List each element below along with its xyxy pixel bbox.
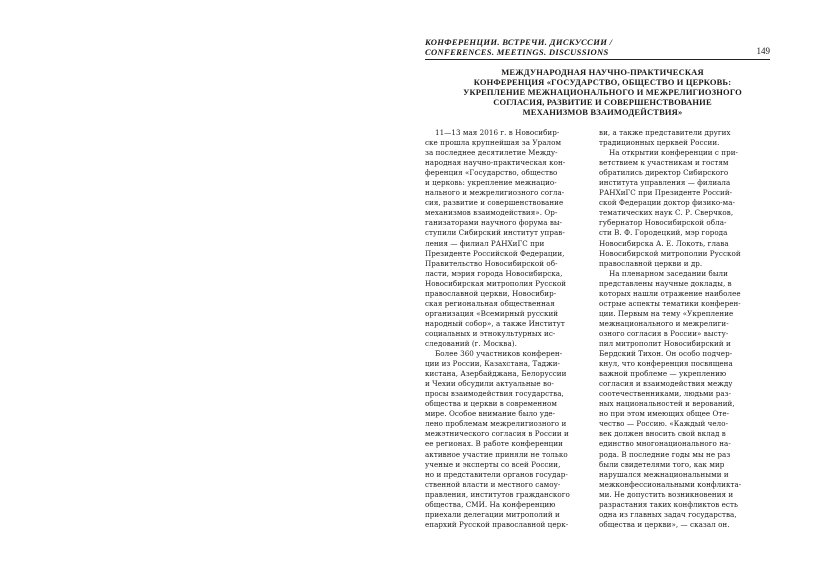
- title-line: МЕХАНИЗМОВ ВЗАИМОДЕЙСТВИЯ»: [522, 107, 683, 117]
- text-line: православной церкви, Новосибир-: [425, 288, 557, 298]
- title-line: МЕЖДУНАРОДНАЯ НАУЧНО-ПРАКТИЧЕСКАЯ: [501, 67, 704, 77]
- text-line: ственной власти и местного самоу-: [425, 479, 561, 489]
- text-line: традиционных церквей России.: [599, 138, 720, 148]
- title-line: СОГЛАСИЯ, РАЗВИТИЕ И СОВЕРШЕНСТВОВАНИЕ: [493, 97, 712, 107]
- text-line: обратились директор Сибирского: [599, 168, 729, 178]
- text-line: ске прошла крупнейшая за Уралом: [425, 138, 562, 148]
- text-line: На открытии конференции с при-: [609, 148, 739, 158]
- text-line: организация «Всемирный русский: [425, 308, 559, 318]
- text-line: которых нашли отражение наиболее: [599, 288, 741, 298]
- text-line: представлены научные доклады, в: [599, 278, 732, 288]
- text-line: тематических наук С. Р. Сверчков,: [599, 208, 734, 218]
- left-column: [425, 128, 591, 530]
- text-line: института управления — филиала: [599, 178, 731, 188]
- text-line: ления — филиал РАНХиГС при: [425, 238, 545, 248]
- text-line: нарушался межнациональными и: [599, 469, 729, 479]
- section-title-ru: КОНФЕРЕНЦИИ. ВСТРЕЧИ. ДИСКУССИИ /: [425, 37, 613, 47]
- text-line: ветствием к участникам и гостям: [599, 158, 729, 168]
- text-line: нального и межрелигиозного согла-: [425, 188, 565, 198]
- text-line: ганизаторами научного форума вы-: [425, 218, 563, 228]
- right-column: [599, 128, 765, 530]
- text-line: Новосибирской митрополии Русской: [599, 248, 741, 258]
- text-line: соотечественниками, людьми раз-: [599, 389, 732, 399]
- text-line: следований (г. Москва).: [425, 338, 517, 348]
- text-line: важной проблеме — укреплению: [599, 369, 727, 379]
- text-line: за последнее десятилетие Между-: [425, 148, 558, 158]
- text-line: губернатор Новосибирской обла-: [599, 218, 727, 228]
- article-title: [440, 67, 765, 117]
- text-line: ных национальностей и верований,: [599, 399, 735, 409]
- text-line: межнационального и межрелиги-: [599, 318, 729, 328]
- text-line: приехали делегации митрополий и: [425, 509, 560, 519]
- text-line: общества, СМИ. На конференцию: [425, 499, 556, 509]
- text-line: но при этом имеющих общее Оте-: [599, 409, 730, 419]
- text-line: но и представители органов государ-: [425, 469, 568, 479]
- text-line: единство многонационального на-: [599, 439, 731, 449]
- text-line: ви, а также представители других: [599, 128, 731, 137]
- section-title-en: CONFERENCES. MEETINGS. DISCUSSIONS: [425, 46, 609, 57]
- text-line: мире. Особое внимание было уде-: [425, 409, 556, 419]
- text-line: ученые и эксперты со всей России,: [425, 459, 561, 469]
- text-line: озного согласия в России» высту-: [599, 328, 729, 338]
- text-line: межконфессиональными конфликта-: [599, 479, 742, 489]
- text-line: социальных и этнокультурных ис-: [425, 328, 556, 338]
- text-line: межэтнического согласия в России и: [425, 429, 569, 439]
- text-line: кнул, что конференция посвящена: [599, 359, 733, 369]
- title-line: КОНФЕРЕНЦИЯ «ГОСУДАРСТВО, ОБЩЕСТВО И ЦЕРКОВЬ:: [473, 77, 732, 87]
- page-number: 149: [756, 46, 770, 56]
- title-line: УКРЕПЛЕНИЕ МЕЖНАЦИОНАЛЬНОГО И МЕЖРЕЛИГИОЗНОГО: [463, 87, 742, 97]
- text-line: Бердский Тихон. Он особо подчер-: [599, 349, 733, 359]
- text-line: Президенте Российской Федерации,: [425, 248, 565, 258]
- text-line: ступили Сибирский институт управ-: [425, 228, 565, 238]
- text-line: правления, институтов гражданского: [425, 489, 570, 499]
- text-line: механизмов взаимодействия». Ор-: [425, 208, 558, 218]
- text-line: ее регионах. В работе конференции: [425, 439, 563, 449]
- text-line: Новосибирская митрополия Русской: [425, 278, 567, 288]
- text-line: Более 360 участников конферен-: [435, 349, 563, 359]
- text-line: ции из России, Казахстана, Таджи-: [425, 359, 560, 369]
- text-line: согласия и взаимодействия между: [599, 379, 733, 389]
- text-line: общества и церкви», — сказал он.: [599, 519, 730, 529]
- text-line: сия, развитие и совершенствование: [425, 198, 564, 208]
- text-line: ми. Не допустить возникновения и: [599, 489, 734, 499]
- text-line: сти В. Ф. Городецкий, мэр города: [599, 228, 728, 238]
- text-line: народный собор», а также Институт: [425, 318, 565, 328]
- text-line: Правительство Новосибирской об-: [425, 258, 558, 268]
- text-line: Новосибирска А. Е. Локоть, глава: [599, 238, 729, 248]
- text-line: разрастания таких конфликтов есть: [599, 499, 738, 509]
- text-line: век должен вносить свой вклад в: [599, 429, 726, 439]
- text-line: ской Федерации доктор физико-ма-: [599, 198, 736, 208]
- text-line: ласти, мэрия города Новосибирска,: [425, 268, 563, 278]
- text-line: и Чехии обсудили актуальные во-: [425, 379, 554, 389]
- text-line: пил митрополит Новосибирский и: [599, 338, 731, 348]
- text-line: чество — Россию. «Каждый чело-: [599, 419, 729, 429]
- text-line: народная научно-практическая кон-: [425, 158, 566, 168]
- text-line: ции. Первым на тему «Укрепление: [599, 308, 734, 318]
- text-line: кистана, Азербайджана, Белоруссии: [425, 369, 567, 379]
- text-line: одна из главных задач государства,: [599, 509, 737, 519]
- text-line: На пленарном заседании были: [609, 268, 728, 278]
- running-header: [425, 38, 770, 57]
- text-line: РАНХиГС при Президенте Россий-: [599, 188, 733, 198]
- text-line: острые аспекты тематики конферен-: [599, 298, 741, 308]
- text-line: были свидетелями того, как мир: [599, 459, 725, 469]
- text-line: общества и церкви в современном: [425, 399, 557, 409]
- text-line: епархий Русской православной церк-: [425, 519, 569, 529]
- text-line: и церковь: укрепление межнацио-: [425, 178, 557, 188]
- text-line: активное участие приняли не только: [425, 449, 568, 459]
- text-line: ференция «Государство, общество: [425, 168, 558, 178]
- text-line: ская региональная общественная: [425, 298, 555, 308]
- text-line: рода. В последние годы мы не раз: [599, 449, 731, 459]
- text-line: лено проблемам межрелигиозного и: [425, 419, 567, 429]
- header-rule: [425, 59, 770, 60]
- text-line: 11—13 мая 2016 г. в Новосибир-: [435, 128, 560, 137]
- text-line: православной церкви и др.: [599, 258, 703, 268]
- text-line: просы взаимодействия государства,: [425, 389, 564, 399]
